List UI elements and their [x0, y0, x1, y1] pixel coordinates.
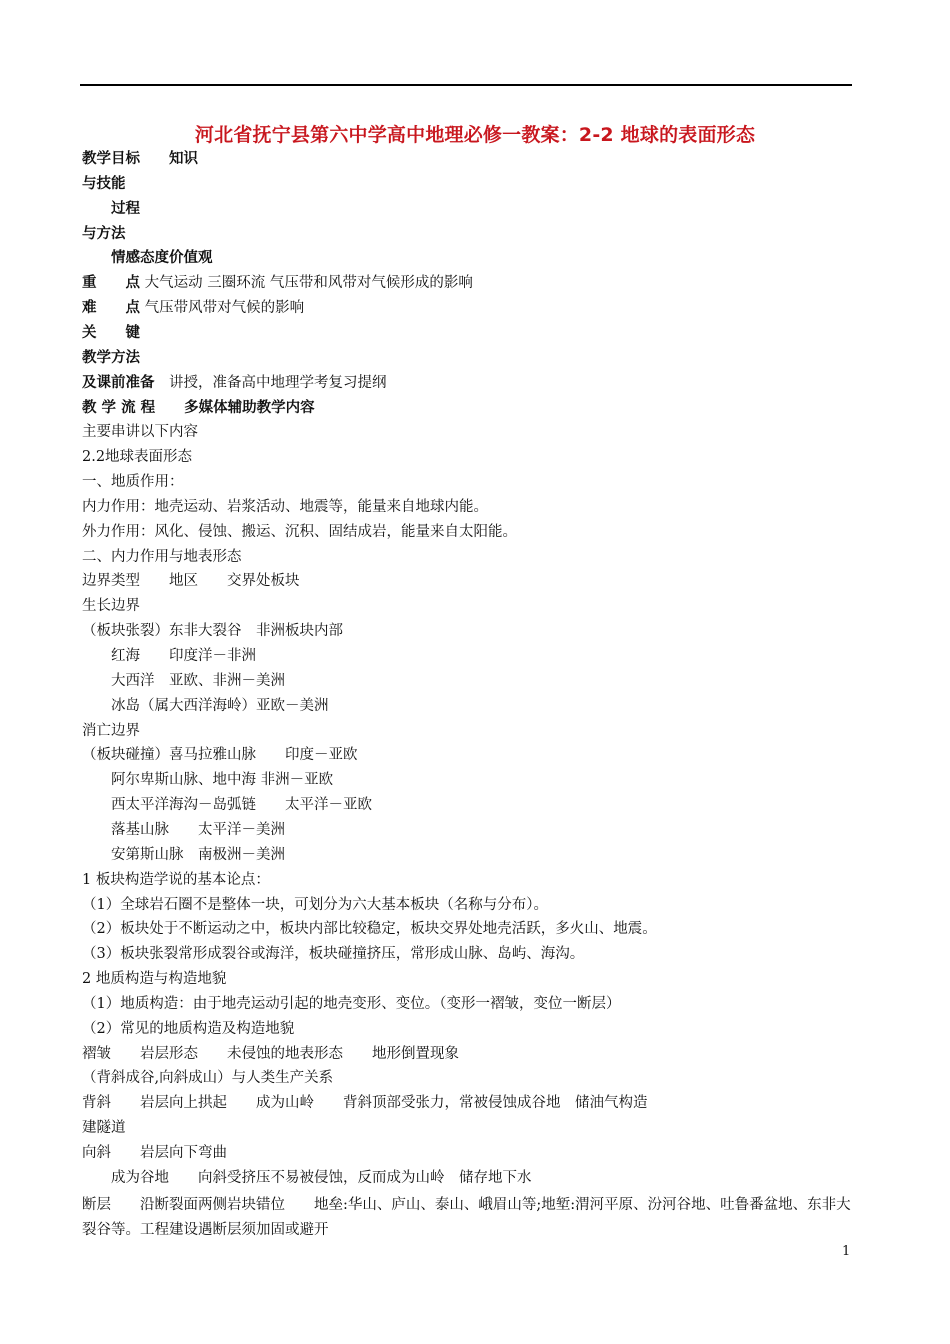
- text-line: [82, 1068, 333, 1088]
- line-text: 边界类型 地区 交界处板块: [82, 573, 300, 590]
- line-text: 一、地质作用：: [82, 474, 184, 491]
- text-line: [82, 969, 226, 989]
- line-text: 教学目标 知识: [82, 151, 198, 167]
- line-text: 主要串讲以下内容: [82, 424, 198, 441]
- line-label: 及课前准备: [82, 374, 155, 391]
- text-line: [82, 248, 213, 268]
- line-text: 讲授，准备高中地理学考复习提纲: [154, 374, 387, 391]
- line-text: （背斜成谷,向斜成山）与人类生产关系: [82, 1070, 334, 1087]
- text-line: [82, 199, 140, 219]
- text-line: [82, 273, 473, 293]
- line-text: 二、内力作用与地表形态: [82, 548, 242, 565]
- text-line: [82, 224, 126, 244]
- line-text: 安第斯山脉 南极洲－美洲: [82, 846, 285, 863]
- line-text: 褶皱 岩层形态 未侵蚀的地表形态 地形倒置现象: [82, 1045, 459, 1062]
- line-text: 与技能: [82, 175, 126, 192]
- line-text: 教 学 流 程 多媒体辅助教学内容: [82, 399, 315, 416]
- text-line: [82, 745, 358, 765]
- page-number: 1: [842, 1244, 851, 1259]
- text-line: [82, 1193, 854, 1243]
- text-line: [82, 944, 584, 964]
- text-line: [82, 348, 140, 368]
- line-text: 成为谷地 向斜受挤压不易被侵蚀，反而成为山岭 储存地下水: [82, 1169, 532, 1186]
- line-text: （1）地质构造：由于地壳运动引起的地壳变形、变位。（变形一褶皱，变位一断层）: [82, 995, 621, 1012]
- line-text: （1）全球岩石圈不是整体一块，可划分为六大基本板块（名称与分布）。: [82, 896, 548, 913]
- line-text: 关 键: [82, 324, 140, 341]
- line-text: 西太平洋海沟－岛弧链 太平洋－亚欧: [82, 797, 372, 814]
- text-line: [82, 895, 548, 915]
- text-line: [82, 596, 140, 616]
- line-text: 气压带风带对气候的影响: [140, 300, 305, 317]
- line-text: 与方法: [82, 225, 126, 242]
- line-text: （板块碰撞）喜马拉雅山脉 印度－亚欧: [82, 747, 358, 764]
- line-text: 阿尔卑斯山脉、地中海 非洲－亚欧: [82, 772, 334, 789]
- text-line: [82, 671, 285, 691]
- line-label: 重 点: [82, 275, 140, 292]
- line-text: （板块张裂）东非大裂谷 非洲板块内部: [82, 623, 343, 640]
- text-line: [82, 447, 192, 467]
- text-line: [82, 497, 488, 517]
- line-text: 向斜 岩层向下弯曲: [82, 1145, 227, 1161]
- text-line: [82, 522, 517, 542]
- line-text: 2 地质构造与构造地貌: [82, 971, 227, 988]
- text-line: [82, 870, 270, 890]
- text-line: [82, 919, 657, 939]
- text-line: [82, 721, 140, 741]
- line-text: 建隧道: [82, 1120, 126, 1137]
- text-line: [82, 323, 140, 343]
- text-line: [82, 472, 184, 492]
- document-title: 河北省抚宁县第六中学高中地理必修一教案：2-2 地球的表面形态: [194, 124, 756, 146]
- line-text: 1 板块构造学说的基本论点：: [82, 871, 270, 888]
- line-text: 大西洋 亚欧、非洲－美洲: [82, 672, 285, 689]
- text-line: [82, 547, 242, 567]
- line-text: 落基山脉 太平洋－美洲: [82, 821, 285, 838]
- line-text: 情感态度价值观: [82, 250, 213, 267]
- line-text: 冰岛（属大西洋海岭）亚欧－美洲: [82, 697, 329, 714]
- line-text: 内力作用：地壳运动、岩浆活动、地震等，能量来自地球内能。: [82, 498, 488, 515]
- text-line: [82, 820, 285, 840]
- text-line: [82, 298, 304, 318]
- header-rule: [80, 84, 852, 86]
- text-line: [82, 149, 198, 169]
- line-text: （2）常见的地质构造及构造地貌: [82, 1020, 295, 1037]
- line-text: 外力作用：风化、侵蚀、搬运、沉积、固结成岩，能量来自太阳能。: [82, 523, 517, 540]
- text-line: [82, 174, 126, 194]
- line-text: 2.2地球表面形态: [82, 449, 193, 466]
- text-line: [82, 795, 372, 815]
- text-line: [82, 621, 343, 641]
- text-line: [82, 398, 315, 418]
- text-line: [82, 571, 300, 591]
- text-line: [82, 770, 333, 790]
- line-text: 生长边界: [82, 598, 140, 615]
- line-text: 红海 印度洋－非洲: [82, 648, 256, 664]
- text-line: [82, 994, 620, 1014]
- line-label: 难 点: [82, 300, 140, 317]
- line-text: 背斜 岩层向上拱起 成为山岭 背斜顶部受张力，常被侵蚀成谷地 储油气构造: [82, 1095, 648, 1112]
- text-line: [82, 1168, 532, 1188]
- line-text: 消亡边界: [82, 722, 140, 739]
- text-line: [82, 422, 198, 442]
- text-line: [82, 646, 256, 666]
- line-text: （2）板块处于不断运动之中，板块内部比较稳定，板块交界处地壳活跃，多火山、地震。: [82, 921, 657, 938]
- text-line: [82, 373, 387, 393]
- text-line: [82, 1044, 459, 1064]
- text-line: [82, 845, 285, 865]
- line-text: 大气运动 三圈环流 气压带和风带对气候形成的影响: [140, 275, 473, 292]
- text-line: [82, 1019, 294, 1039]
- line-text: 教学方法: [82, 349, 140, 366]
- text-line: [82, 1118, 126, 1138]
- line-text: （3）板块张裂常形成裂谷或海洋，板块碰撞挤压，常形成山脉、岛屿、海沟。: [82, 946, 585, 963]
- line-text: 过程: [82, 200, 140, 217]
- text-line: [82, 1143, 227, 1163]
- text-line: [82, 1093, 648, 1113]
- text-line: [82, 696, 329, 716]
- line-text: 断层 沿断裂面两侧岩块错位 地垒:华山、庐山、泰山、峨眉山等;地堑:渭河平原、汾河谷地、吐鲁番盆地、东非大裂谷等。工程建设遇断层须加固或避开: [82, 1196, 851, 1238]
